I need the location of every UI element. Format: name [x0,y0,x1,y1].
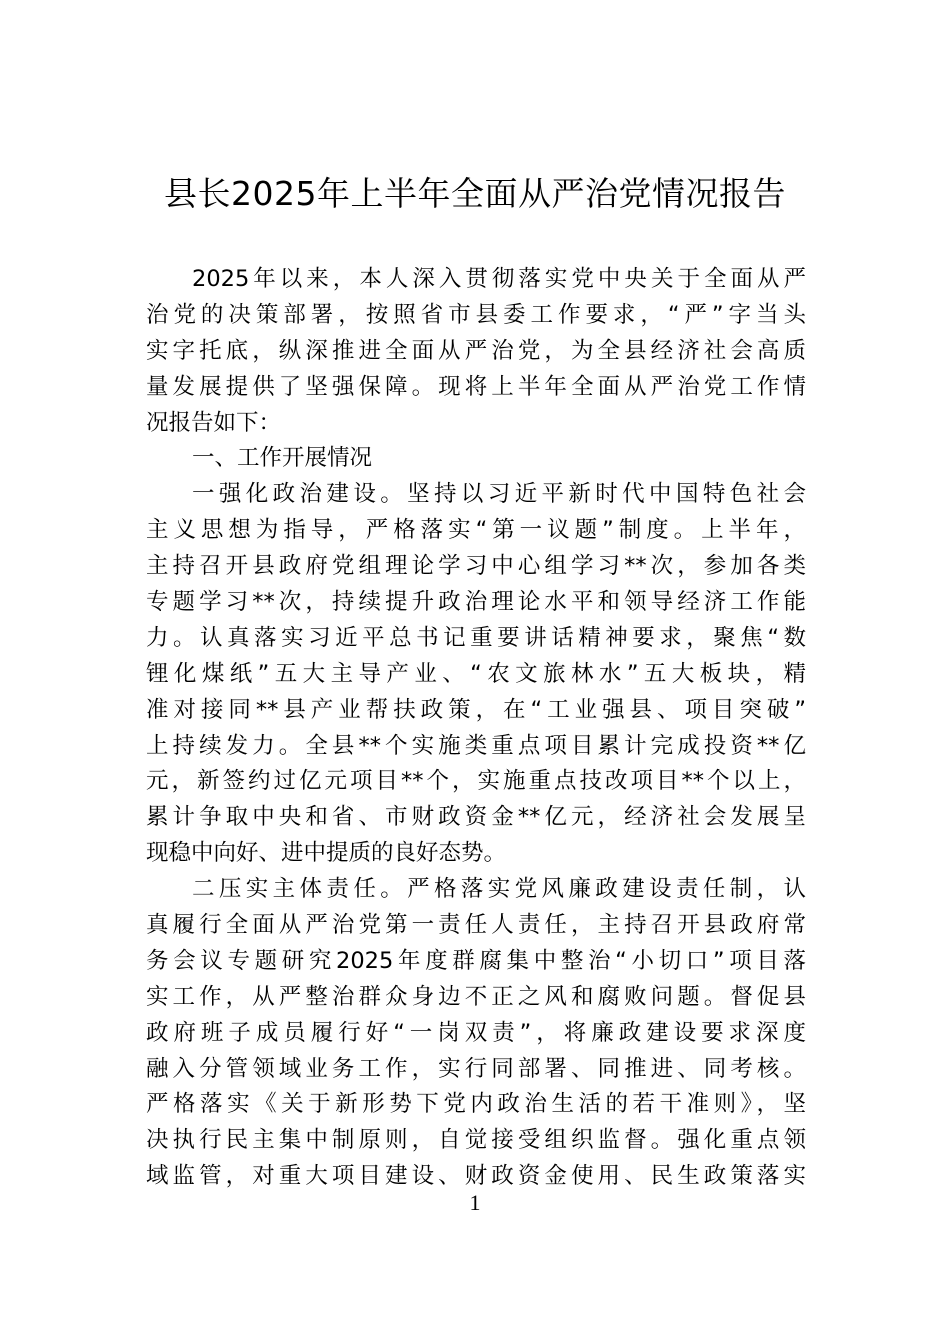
body-text-line: 专题学习**次，持续提升政治理论水平和领导经济工作能 [146,589,806,616]
body-text-line: 实工作，从严整治群众身边不正之风和腐败问题。督促县 [146,983,806,1010]
body-text-line: 主义思想为指导，严格落实“第一议题”制度。上半年， [146,517,806,544]
body-text-line: 准对接同**县产业帮扶政策，在“工业强县、项目突破” [146,696,806,723]
body-text-line: 一、工作开展情况 [192,445,373,472]
body-text-line: 治党的决策部署，按照省市县委工作要求，“严”字当头 [146,301,806,328]
body-text-line: 元，新签约过亿元项目**个，实施重点技改项目**个以上， [146,768,806,795]
body-text-line: 决执行民主集中制原则，自觉接受组织监督。强化重点领 [146,1127,806,1154]
body-text-line: 真履行全面从严治党第一责任人责任，主持召开县政府常 [146,912,806,939]
body-text-line: 现稳中向好、进中提质的良好态势。 [146,840,507,867]
body-text-line: 上持续发力。全县**个实施类重点项目累计完成投资**亿 [146,732,806,759]
body-text-line: 累计争取中央和省、市财政资金**亿元，经济社会发展呈 [146,804,806,831]
body-text-line: 主持召开县政府党组理论学习中心组学习**次，参加各类 [146,553,806,580]
body-text-line: 实字托底，纵深推进全面从严治党，为全县经济社会高质 [146,337,806,364]
body-text-line: 域监管，对重大项目建设、财政资金使用、民生政策落实 [146,1163,806,1190]
body-text-line: 况报告如下： [146,409,282,436]
body-text-line: 量发展提供了坚强保障。现将上半年全面从严治党工作情 [146,373,806,400]
page-number: 1 [469,1190,481,1215]
body-text-line: 严格落实《关于新形势下党内政治生活的若干准则》，坚 [146,1091,806,1118]
body-text-line: 融入分管领域业务工作，实行同部署、同推进、同考核。 [146,1055,806,1082]
body-text-line: 务会议专题研究2025年度群腐集中整治“小切口”项目落 [146,947,806,974]
document-body [146,262,806,1195]
body-text-line: 2025年以来，本人深入贯彻落实党中央关于全面从严 [192,266,806,292]
body-text-line: 二压实主体责任。严格落实党风廉政建设责任制，认 [192,876,806,903]
body-text-line: 一强化政治建设。坚持以习近平新时代中国特色社会 [192,481,806,508]
body-text-line: 政府班子成员履行好“一岗双责”，将廉政建设要求深度 [146,1019,806,1046]
body-text-line: 力。认真落实习近平总书记重要讲话精神要求，聚焦“数 [146,624,806,651]
body-text-line: 锂化煤纸”五大主导产业、“农文旅林水”五大板块，精 [146,660,806,687]
document-title: 县长2025年上半年全面从严治党情况报告 [164,174,786,213]
